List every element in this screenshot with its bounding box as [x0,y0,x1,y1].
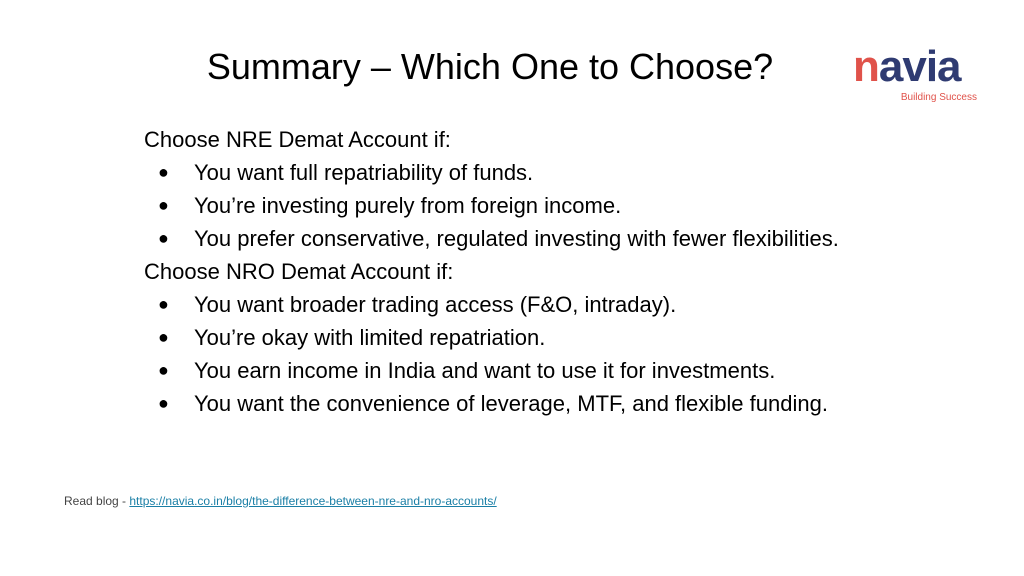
bullet-text: You’re investing purely from foreign income. [194,193,622,218]
bullet-text: You want broader trading access (F&O, intraday). [194,292,677,317]
nre-section [144,123,934,255]
bullet-icon: ● [158,393,169,413]
list-item [144,321,854,354]
bullet-text: You earn income in India and want to use it for investments. [194,358,776,383]
footer-read-blog [64,493,497,509]
list-item [144,189,854,222]
slide-title: Summary – Which One to Choose? [206,46,774,87]
slide-content [144,123,934,420]
list-item [144,156,854,189]
bullet-text: You prefer conservative, regulated investing with fewer flexibilities. [194,226,839,251]
bullet-text: You’re okay with limited repatriation. [194,325,546,350]
logo-tagline: Building Success [900,92,977,103]
nro-section [144,255,934,420]
logo-wordmark-n: n [853,42,879,91]
navia-logo [853,44,983,106]
list-item [144,222,854,255]
bullet-icon: ● [158,162,169,182]
list-item [144,288,854,321]
list-item [144,387,854,420]
logo-wordmark-rest: avia [878,42,961,91]
nre-bullet-list [144,156,934,255]
bullet-icon: ● [158,360,169,380]
blog-link[interactable]: https://navia.co.in/blog/the-difference-between-nre-and-nro-accounts/ [129,494,497,508]
bullet-text: You want the convenience of leverage, MTF, and flexible funding. [194,391,828,416]
nro-heading: Choose NRO Demat Account if: [144,259,454,284]
nre-heading: Choose NRE Demat Account if: [144,127,451,152]
bullet-icon: ● [158,294,169,314]
nro-bullet-list [144,288,934,420]
bullet-icon: ● [158,327,169,347]
bullet-icon: ● [158,228,169,248]
logo-wordmark [853,44,961,90]
footer-label: Read blog - [64,494,130,508]
bullet-text: You want full repatriability of funds. [194,160,534,185]
list-item [144,354,854,387]
bullet-icon: ● [158,195,169,215]
